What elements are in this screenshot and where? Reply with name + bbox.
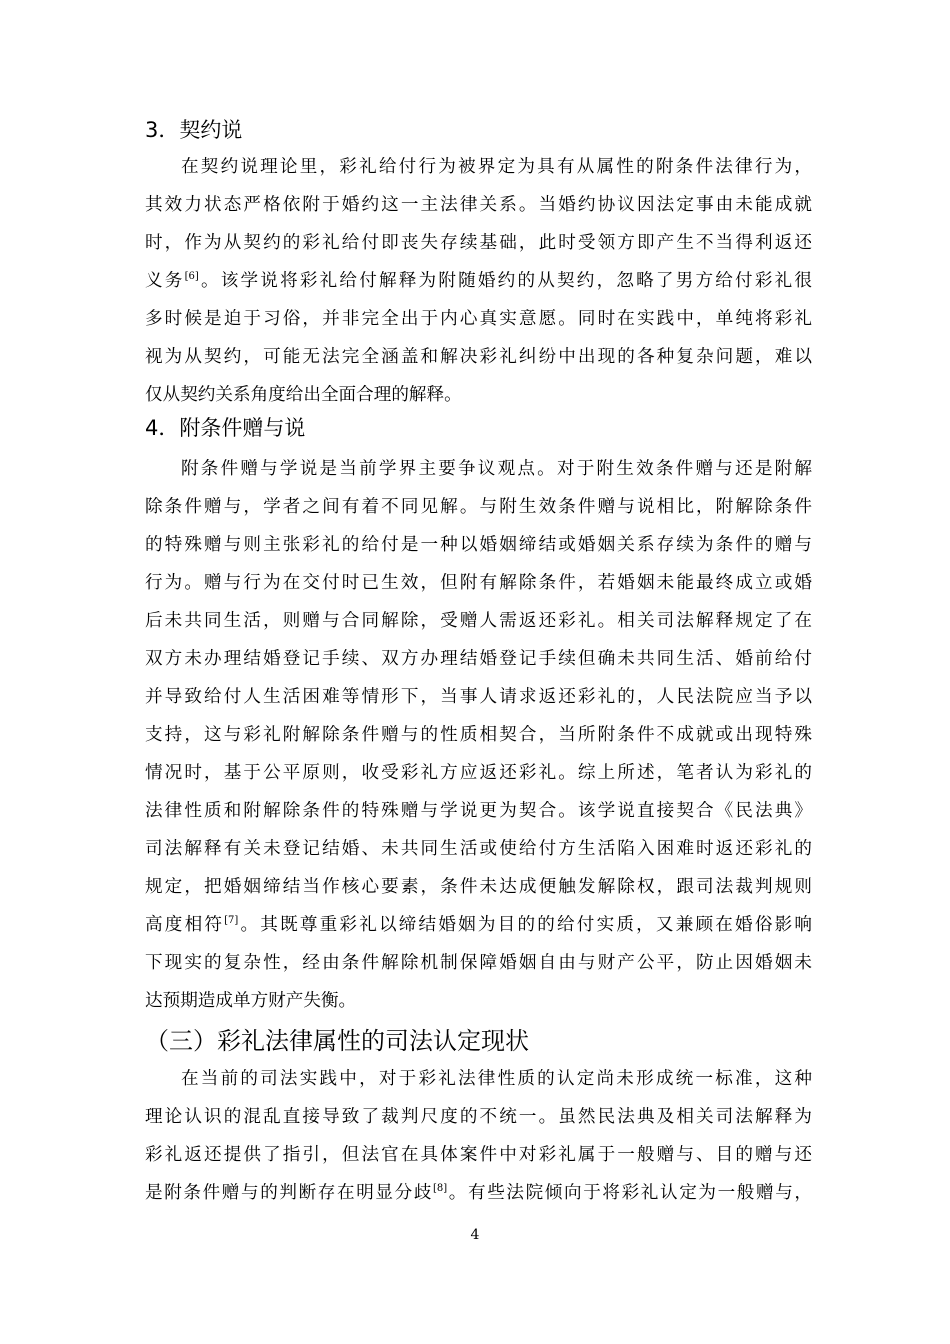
text-line: 视为从契约，可能无法完全涵盖和解决彩礼纠纷中出现的各种复杂问题，难以	[145, 347, 812, 367]
text-line: 时，作为从契约的彩礼给付即丧失存续基础，此时受领方即产生不当得利返还	[145, 233, 812, 253]
text-line: 规定，把婚姻缔结当作核心要素，条件未达成便触发解除权，跟司法裁判规则	[145, 877, 812, 897]
paragraph-judicial-status	[145, 1060, 812, 1212]
text-segment: 。该学说将彩礼给付解释为附随婚约的从契约，忽略了男方给付彩礼很	[198, 271, 812, 291]
citation-7: [7]	[224, 915, 239, 926]
text-segment: 。其既尊重彩礼以缔结婚姻为目的的给付实质，又兼顾在婚俗影响	[238, 915, 812, 935]
text-line: 其效力状态严格依附于婚约这一主法律关系。当婚约协议因法定事由未能成就	[145, 195, 812, 215]
text-line: 多时候是迫于习俗，并非完全出于内心真实意愿。同时在实践中，单纯将彩礼	[145, 309, 812, 329]
text-line: 后未共同生活，则赠与合同解除，受赠人需返还彩礼。相关司法解释规定了在	[145, 611, 812, 631]
text-line: 下现实的复杂性，经由条件解除机制保障婚姻自由与财产公平，防止因婚姻未	[145, 953, 812, 973]
text-line	[145, 906, 812, 944]
text-line: 附条件赠与学说是当前学界主要争议观点。对于附生效条件赠与还是附解	[181, 459, 812, 479]
text-line: 的特殊赠与则主张彩礼的给付是一种以婚姻缔结或婚姻关系存续为条件的赠与	[145, 535, 812, 555]
text-line: 仅从契约关系角度给出全面合理的解释。	[145, 385, 462, 405]
text-segment: 。有些法院倾向于将彩礼认定为一般赠与，	[447, 1183, 812, 1203]
text-segment: 是附条件赠与的判断存在明显分歧	[145, 1183, 434, 1203]
paragraph-conditional-gift-theory	[145, 450, 812, 1020]
citation-8: [8]	[433, 1183, 448, 1194]
text-line	[145, 1174, 812, 1212]
text-line	[145, 262, 812, 300]
text-line: 司法解释有关未登记结婚、未共同生活或使给付方生活陷入困难时返还彩礼的	[145, 839, 812, 859]
page-number: 4	[470, 1227, 480, 1243]
text-line: 达预期造成单方财产失衡。	[145, 991, 357, 1011]
text-line: 双方未办理结婚登记手续、双方办理结婚登记手续但确未共同生活、婚前给付	[145, 649, 812, 669]
text-line: 彩礼返还提供了指引，但法官在具体案件中对彩礼属于一般赠与、目的赠与还	[145, 1145, 812, 1165]
text-line: 法律性质和附解除条件的特殊赠与学说更为契合。该学说直接契合《民法典》	[145, 801, 812, 821]
text-line: 情况时，基于公平原则，收受彩礼方应返还彩礼。综上所述，笔者认为彩礼的	[145, 763, 812, 783]
heading-judicial-status: （三）彩礼法律属性的司法认定现状	[145, 1027, 529, 1055]
text-line: 理论认识的混乱直接导致了裁判尺度的不统一。虽然民法典及相关司法解释为	[145, 1107, 812, 1127]
heading-contract-theory: 3．契约说	[145, 118, 243, 142]
text-line: 在契约说理论里，彩礼给付行为被界定为具有从属性的附条件法律行为，	[181, 157, 812, 177]
text-line: 除条件赠与，学者之间有着不同见解。与附生效条件赠与说相比，附解除条件	[145, 497, 812, 517]
text-line: 在当前的司法实践中，对于彩礼法律性质的认定尚未形成统一标准，这种	[181, 1069, 812, 1089]
heading-conditional-gift-theory: 4．附条件赠与说	[145, 416, 306, 440]
text-line: 并导致给付人生活困难等情形下，当事人请求返还彩礼的，人民法院应当予以	[145, 687, 812, 707]
citation-6: [6]	[184, 271, 199, 282]
text-line: 支持，这与彩礼附解除条件赠与的性质相契合，当所附条件不成就或出现特殊	[145, 725, 812, 745]
paragraph-contract-theory	[145, 148, 812, 414]
text-segment: 义务	[145, 271, 185, 291]
text-line: 行为。赠与行为在交付时已生效，但附有解除条件，若婚姻未能最终成立或婚	[145, 573, 812, 593]
text-segment: 高度相符	[145, 915, 225, 935]
